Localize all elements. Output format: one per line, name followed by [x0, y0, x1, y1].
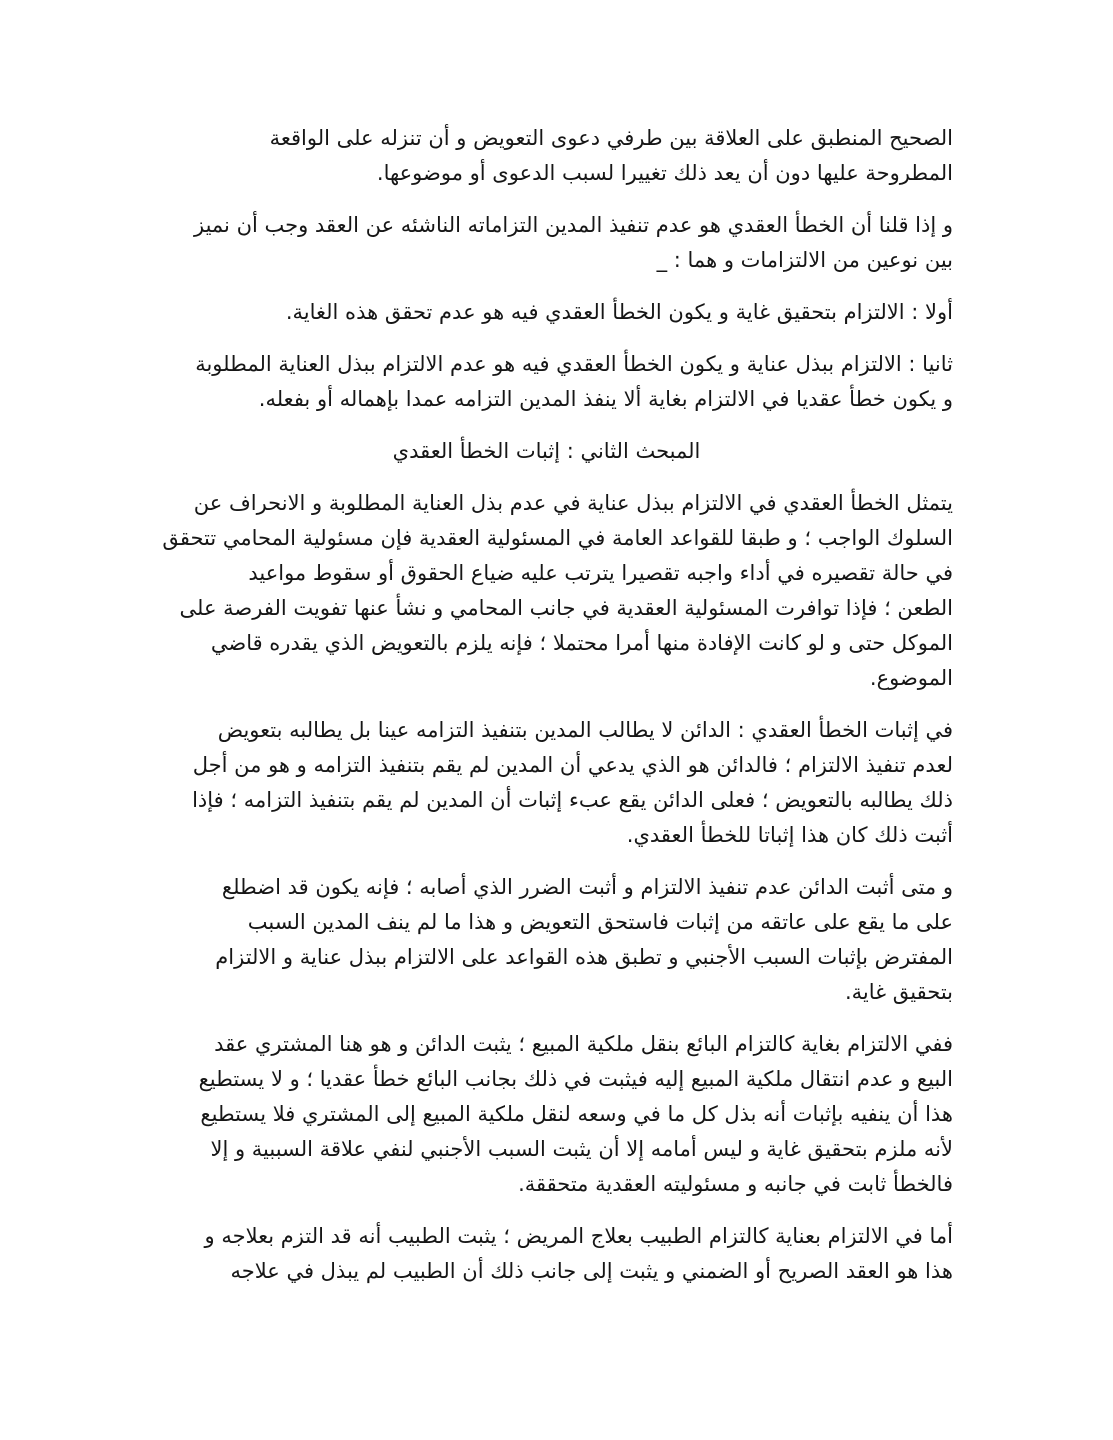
text-line: الطعن ؛ فإذا توافرت المسئولية العقدية في جانب المحامي و نشأ عنها تفويت الفرصة على [179, 596, 953, 620]
text-line: أثبت ذلك كان هذا إثباتا للخطأ العقدي. [626, 823, 953, 847]
paragraph-6 [140, 713, 953, 853]
text-line: الموكل حتى و لو كانت الإفادة منها أمرا محتملا ؛ فإنه يلزم بالتعويض الذي يقدره قاضي [210, 631, 953, 655]
paragraph-2 [140, 208, 953, 278]
paragraph-3-first-obligation-type [140, 295, 953, 330]
text-line: و متى أثبت الدائن عدم تنفيذ الالتزام و أثبت الضرر الذي أصابه ؛ فإنه يكون قد اضطلع [221, 875, 953, 899]
paragraph-7 [140, 870, 953, 1010]
text-line: بين نوعين من الالتزامات و هما : _ [656, 248, 953, 272]
text-line: بتحقيق غاية. [844, 980, 953, 1004]
text-line: على ما يقع على عاتقه من إثبات فاستحق التعويض و هذا ما لم ينف المدين السبب [247, 910, 953, 934]
text-line: أولا : الالتزام بتحقيق غاية و يكون الخطأ العقدي فيه هو عدم تحقق هذه الغاية. [285, 300, 953, 324]
text-line: هذا أن ينفيه بإثبات أنه بذل كل ما في وسعه لنقل ملكية المبيع إلى المشتري فلا يستطيع [200, 1102, 953, 1126]
text-line: في حالة تقصيره في أداء واجبه تقصيرا يترتب عليه ضياع الحقوق أو سقوط مواعيد [248, 561, 953, 585]
text-line: أما في الالتزام بعناية كالتزام الطبيب بعلاج المريض ؛ يثبت الطبيب أنه قد التزم بعلاجه و [204, 1224, 953, 1248]
text-line: ذلك يطالبه بالتعويض ؛ فعلى الدائن يقع عبء إثبات أن المدين لم يقم بتنفيذ التزامه ؛ فإذا [192, 788, 953, 812]
text-line: فالخطأ ثابت في جانبه و مسئوليته العقدية متحققة. [518, 1172, 953, 1196]
text-line: المفترض بإثبات السبب الأجنبي و تطبق هذه القواعد على الالتزام ببذل عناية و الالتزام [215, 945, 953, 969]
section-heading [140, 434, 953, 469]
text-line: يتمثل الخطأ العقدي في الالتزام ببذل عناية في عدم بذل العناية المطلوبة و الانحراف عن [193, 491, 953, 515]
paragraph-4-second-obligation-type [140, 347, 953, 417]
text-line: لأنه ملزم بتحقيق غاية و ليس أمامه إلا أن يثبت السبب الأجنبي لنفي علاقة السببية و إلا [210, 1137, 953, 1161]
text-line: لعدم تنفيذ الالتزام ؛ فالدائن هو الذي يدعي أن المدين لم يقم بتنفيذ التزامه و هو من أجل [192, 753, 953, 777]
text-line: و إذا قلنا أن الخطأ العقدي هو عدم تنفيذ المدين التزاماته الناشئه عن العقد وجب أن نميز [193, 213, 953, 237]
text-line: السلوك الواجب ؛ و طبقا للقواعد العامة في المسئولية العقدية فإن مسئولية المحامي تتحقق [162, 526, 953, 550]
text-line: الموضوع. [869, 666, 953, 690]
text-line: الصحيح المنطبق على العلاقة بين طرفي دعوى التعويض و أن تنزله على الواقعة [269, 126, 953, 150]
heading-text: المبحث الثاني : إثبات الخطأ العقدي [392, 439, 701, 463]
paragraph-1 [140, 121, 953, 191]
text-line: في إثبات الخطأ العقدي : الدائن لا يطالب المدين بتنفيذ التزامه عينا بل يطالبه بتعويض [217, 718, 953, 742]
paragraph-5 [140, 486, 953, 696]
text-line: المطروحة عليها دون أن يعد ذلك تغييرا لسبب الدعوى أو موضوعها. [376, 161, 953, 185]
text-line: البيع و عدم انتقال ملكية المبيع إليه فيثبت في ذلك بجانب البائع خطأ عقديا ؛ و لا يستطيع [198, 1067, 953, 1091]
paragraph-8 [140, 1027, 953, 1202]
text-line: ففي الالتزام بغاية كالتزام البائع بنقل ملكية المبيع ؛ يثبت الدائن و هو هنا المشتري عقد [214, 1032, 953, 1056]
paragraph-9 [140, 1219, 953, 1289]
text-line: هذا هو العقد الصريح أو الضمني و يثبت إلى جانب ذلك أن الطبيب لم يبذل في علاجه [230, 1259, 953, 1283]
text-line: و يكون خطأ عقديا في الالتزام بغاية ألا ينفذ المدين التزامه عمدا بإهماله أو بفعله. [258, 387, 953, 411]
text-line: ثانيا : الالتزام ببذل عناية و يكون الخطأ العقدي فيه هو عدم الالتزام ببذل العناية المطلوبة [195, 352, 953, 376]
